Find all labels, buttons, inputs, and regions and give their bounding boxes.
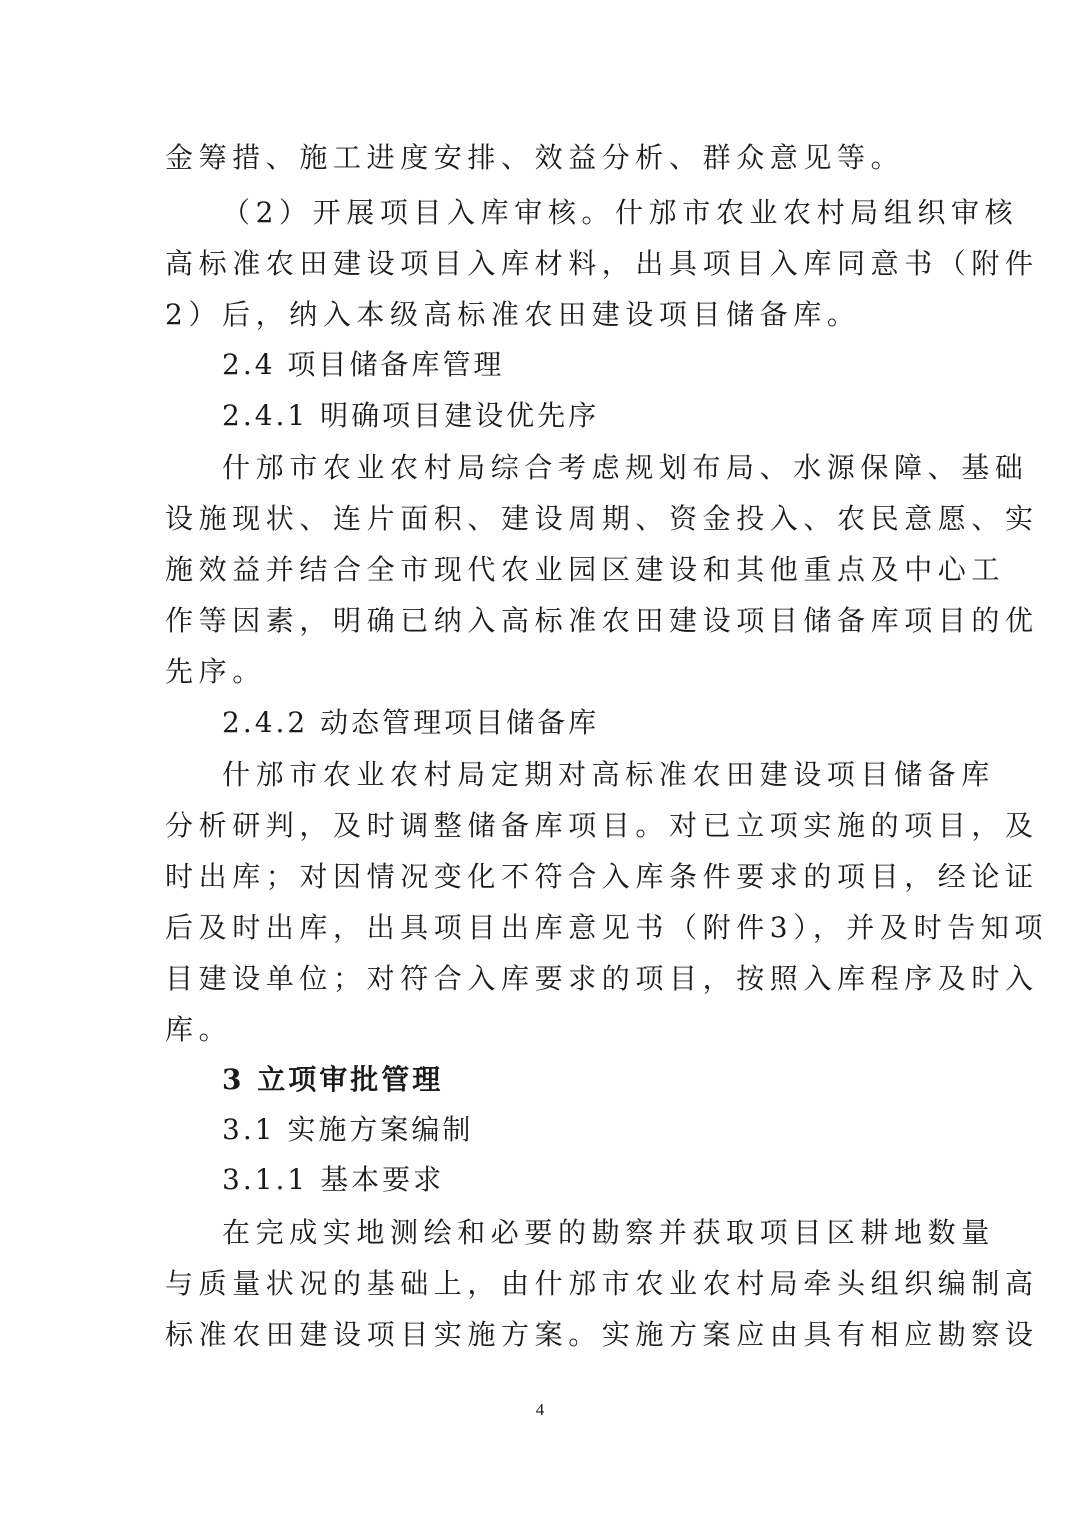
section-heading: 2.4 项目储备库管理 — [222, 348, 505, 381]
body-text-line: 设施现状、连片面积、建设周期、资金投入、农民意愿、实 — [165, 502, 1039, 535]
body-text-line: 2）后，纳入本级高标准农田建设项目储备库。 — [165, 298, 861, 331]
body-text-line: 库。 — [165, 1013, 233, 1046]
paragraph-line: 什邡市农业农村局综合考虑规划布局、水源保障、基础 — [222, 451, 1029, 484]
paragraph-line: 在完成实地测绘和必要的勘察并获取项目区耕地数量 — [222, 1216, 995, 1249]
list-item-paragraph: （2）开展项目入库审核。什邡市农业农村局组织审核 — [222, 196, 1019, 229]
body-text-line: 施效益并结合全市现代农业园区建设和其他重点及中心工 — [165, 553, 1006, 586]
body-text-line: 分析研判，及时调整储备库项目。对已立项实施的项目，及 — [165, 809, 1039, 842]
subsection-heading: 2.4.1 明确项目建设优先序 — [222, 399, 600, 432]
body-text-line: 高标准农田建设项目入库材料，出具项目入库同意书（附件 — [165, 247, 1039, 280]
body-text-line: 金筹措、施工进度安排、效益分析、群众意见等。 — [165, 141, 905, 174]
section-heading: 3.1 实施方案编制 — [222, 1113, 474, 1146]
subsection-heading: 3.1.1 基本要求 — [222, 1163, 445, 1196]
body-text-line: 标准农田建设项目实施方案。实施方案应由具有相应勘察设 — [165, 1318, 1039, 1351]
body-text-line: 与质量状况的基础上，由什邡市农业农村局牵头组织编制高 — [165, 1267, 1039, 1300]
body-text-line: 目建设单位；对符合入库要求的项目，按照入库程序及时入 — [165, 962, 1039, 995]
body-text-line: 作等因素，明确已纳入高标准农田建设项目储备库项目的优 — [165, 604, 1039, 637]
body-text-line: 先序。 — [165, 655, 266, 688]
page-number: 4 — [535, 1400, 545, 1419]
paragraph-line: 什邡市农业农村局定期对高标准农田建设项目储备库 — [222, 758, 995, 791]
body-text-line: 后及时出库，出具项目出库意见书（附件3），并及时告知项 — [165, 911, 1049, 944]
chapter-heading: 3 立项审批管理 — [222, 1063, 444, 1096]
body-text-line: 时出库；对因情况变化不符合入库条件要求的项目，经论证 — [165, 860, 1039, 893]
subsection-heading: 2.4.2 动态管理项目储备库 — [222, 706, 600, 739]
